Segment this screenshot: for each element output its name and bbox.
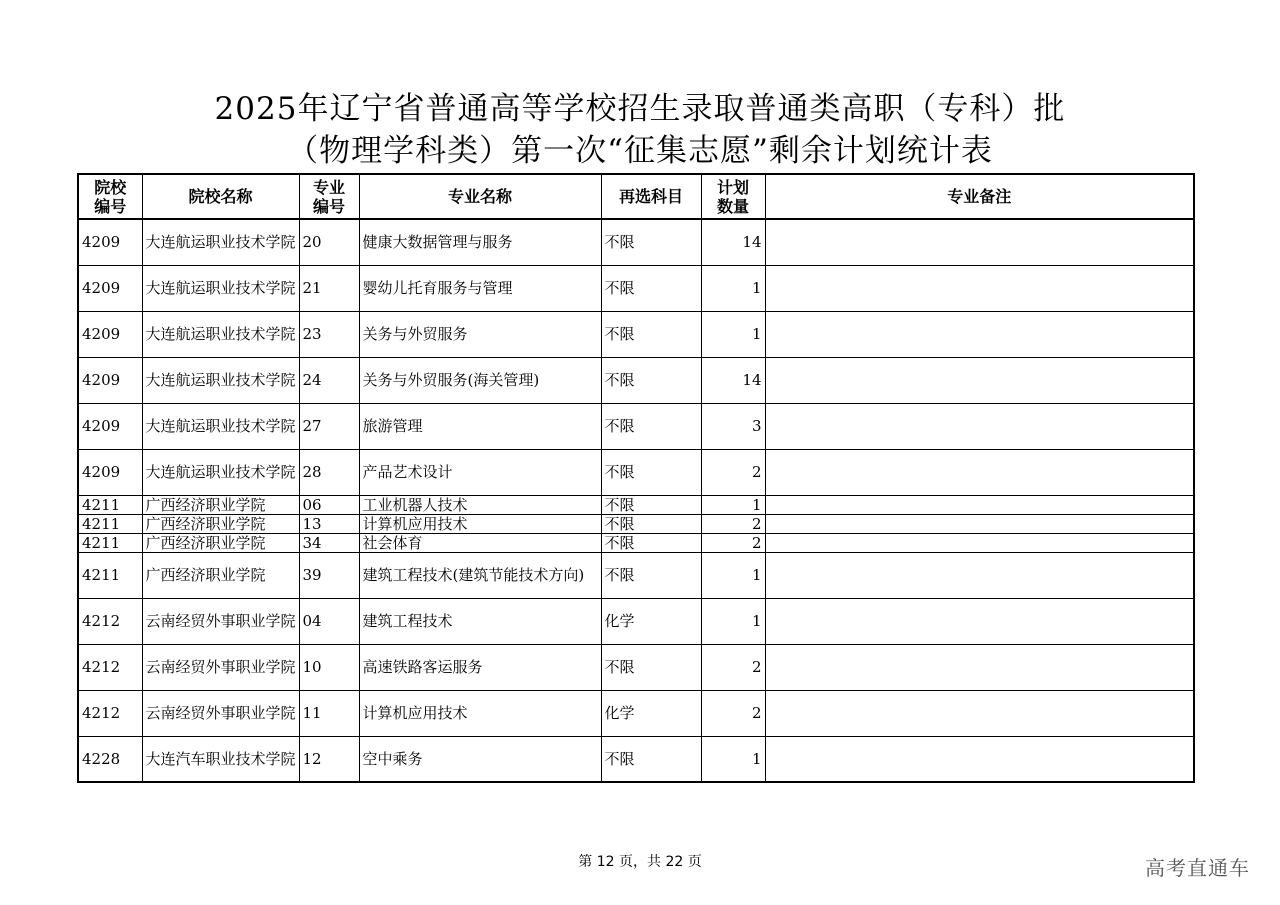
- major-name-cell: 关务与外贸服务(海关管理): [359, 357, 601, 403]
- major-code-cell: 24: [299, 357, 359, 403]
- school-name-cell: 广西经济职业学院: [142, 514, 299, 533]
- plan-count-cell: 1: [701, 265, 765, 311]
- school-name-cell: 大连航运职业技术学院: [142, 357, 299, 403]
- table-row: [78, 311, 1194, 357]
- plan-count-cell: 1: [701, 736, 765, 782]
- plan-count-cell: 1: [701, 311, 765, 357]
- school-name-cell: 云南经贸外事职业学院: [142, 644, 299, 690]
- subject-cell: 不限: [601, 514, 701, 533]
- major-code-cell: 39: [299, 552, 359, 598]
- document-title-line1: 2025年辽宁省普通高等学校招生录取普通类高职（专科）批: [214, 91, 1066, 127]
- major-code-cell: 21: [299, 265, 359, 311]
- plan-count-cell: 1: [701, 495, 765, 514]
- plan-count-cell: 14: [701, 357, 765, 403]
- school-code-cell: 4211: [78, 514, 142, 533]
- subject-cell: 不限: [601, 552, 701, 598]
- school-code-cell: 4209: [78, 265, 142, 311]
- major-code-cell: 34: [299, 533, 359, 552]
- major-name-cell: 计算机应用技术: [359, 514, 601, 533]
- subject-cell: 不限: [601, 495, 701, 514]
- major-note-cell: [765, 514, 1194, 533]
- school-name-cell: 大连航运职业技术学院: [142, 403, 299, 449]
- document-title-line2: （物理学科类）第一次“征集志愿”剩余计划统计表: [287, 133, 993, 169]
- plan-count-cell: 1: [701, 552, 765, 598]
- school-name-cell: 大连汽车职业技术学院: [142, 736, 299, 782]
- major-note-cell: [765, 598, 1194, 644]
- header-school-code: 院校 编号: [78, 174, 142, 219]
- major-code-cell: 06: [299, 495, 359, 514]
- table-row: [78, 403, 1194, 449]
- school-code-cell: 4211: [78, 495, 142, 514]
- school-code-cell: 4212: [78, 644, 142, 690]
- school-name-cell: 云南经贸外事职业学院: [142, 598, 299, 644]
- school-name-cell: 广西经济职业学院: [142, 552, 299, 598]
- subject-cell: 不限: [601, 736, 701, 782]
- subject-cell: 不限: [601, 533, 701, 552]
- school-name-cell: 大连航运职业技术学院: [142, 449, 299, 495]
- plan-count-cell: 14: [701, 219, 765, 265]
- school-code-cell: 4212: [78, 598, 142, 644]
- major-code-cell: 10: [299, 644, 359, 690]
- subject-cell: 不限: [601, 357, 701, 403]
- page-number: 第 12 页，共 22 页: [578, 854, 702, 870]
- school-code-cell: 4209: [78, 219, 142, 265]
- table-row: [78, 357, 1194, 403]
- school-code-cell: 4212: [78, 690, 142, 736]
- table-row: [78, 514, 1194, 533]
- table-row: [78, 736, 1194, 782]
- table-row: [78, 552, 1194, 598]
- table-row: [78, 219, 1194, 265]
- major-note-cell: [765, 644, 1194, 690]
- school-code-cell: 4211: [78, 533, 142, 552]
- major-name-cell: 社会体育: [359, 533, 601, 552]
- table-row: [78, 265, 1194, 311]
- school-code-cell: 4209: [78, 403, 142, 449]
- major-note-cell: [765, 552, 1194, 598]
- subject-cell: 不限: [601, 644, 701, 690]
- school-code-cell: 4211: [78, 552, 142, 598]
- school-name-cell: 广西经济职业学院: [142, 495, 299, 514]
- header-major-note: 专业备注: [765, 174, 1194, 219]
- major-name-cell: 关务与外贸服务: [359, 311, 601, 357]
- major-code-cell: 28: [299, 449, 359, 495]
- table-row: [78, 533, 1194, 552]
- subject-cell: 不限: [601, 219, 701, 265]
- plan-count-cell: 2: [701, 690, 765, 736]
- major-name-cell: 旅游管理: [359, 403, 601, 449]
- table-row: [78, 449, 1194, 495]
- header-subject: 再选科目: [601, 174, 701, 219]
- major-name-cell: 计算机应用技术: [359, 690, 601, 736]
- table-body: [78, 219, 1194, 782]
- remaining-plan-table: [77, 173, 1195, 783]
- major-code-cell: 11: [299, 690, 359, 736]
- school-name-cell: 大连航运职业技术学院: [142, 311, 299, 357]
- major-note-cell: [765, 265, 1194, 311]
- major-name-cell: 工业机器人技术: [359, 495, 601, 514]
- school-name-cell: 大连航运职业技术学院: [142, 219, 299, 265]
- major-note-cell: [765, 449, 1194, 495]
- major-note-cell: [765, 736, 1194, 782]
- major-code-cell: 23: [299, 311, 359, 357]
- school-name-cell: 广西经济职业学院: [142, 533, 299, 552]
- header-major-name: 专业名称: [359, 174, 601, 219]
- table-header-row: [78, 174, 1194, 219]
- watermark: 高考直通车: [1145, 856, 1250, 880]
- school-code-cell: 4209: [78, 311, 142, 357]
- table-row: [78, 495, 1194, 514]
- major-note-cell: [765, 357, 1194, 403]
- table-row: [78, 598, 1194, 644]
- major-name-cell: 健康大数据管理与服务: [359, 219, 601, 265]
- major-name-cell: 产品艺术设计: [359, 449, 601, 495]
- major-code-cell: 20: [299, 219, 359, 265]
- major-note-cell: [765, 690, 1194, 736]
- school-code-cell: 4228: [78, 736, 142, 782]
- plan-count-cell: 2: [701, 644, 765, 690]
- plan-count-cell: 2: [701, 514, 765, 533]
- major-name-cell: 空中乘务: [359, 736, 601, 782]
- school-name-cell: 云南经贸外事职业学院: [142, 690, 299, 736]
- plan-count-cell: 2: [701, 533, 765, 552]
- subject-cell: 化学: [601, 690, 701, 736]
- table-row: [78, 644, 1194, 690]
- major-code-cell: 12: [299, 736, 359, 782]
- subject-cell: 不限: [601, 311, 701, 357]
- major-code-cell: 27: [299, 403, 359, 449]
- subject-cell: 不限: [601, 265, 701, 311]
- major-name-cell: 婴幼儿托育服务与管理: [359, 265, 601, 311]
- school-name-cell: 大连航运职业技术学院: [142, 265, 299, 311]
- major-note-cell: [765, 219, 1194, 265]
- major-name-cell: 建筑工程技术: [359, 598, 601, 644]
- major-name-cell: 高速铁路客运服务: [359, 644, 601, 690]
- header-plan-count: 计划 数量: [701, 174, 765, 219]
- plan-count-cell: 3: [701, 403, 765, 449]
- school-code-cell: 4209: [78, 357, 142, 403]
- plan-count-cell: 1: [701, 598, 765, 644]
- subject-cell: 不限: [601, 449, 701, 495]
- major-note-cell: [765, 533, 1194, 552]
- header-school-name: 院校名称: [142, 174, 299, 219]
- subject-cell: 不限: [601, 403, 701, 449]
- major-name-cell: 建筑工程技术(建筑节能技术方向): [359, 552, 601, 598]
- major-note-cell: [765, 403, 1194, 449]
- major-note-cell: [765, 311, 1194, 357]
- major-code-cell: 13: [299, 514, 359, 533]
- major-note-cell: [765, 495, 1194, 514]
- major-code-cell: 04: [299, 598, 359, 644]
- school-code-cell: 4209: [78, 449, 142, 495]
- plan-count-cell: 2: [701, 449, 765, 495]
- subject-cell: 化学: [601, 598, 701, 644]
- header-major-code: 专业 编号: [299, 174, 359, 219]
- table-row: [78, 690, 1194, 736]
